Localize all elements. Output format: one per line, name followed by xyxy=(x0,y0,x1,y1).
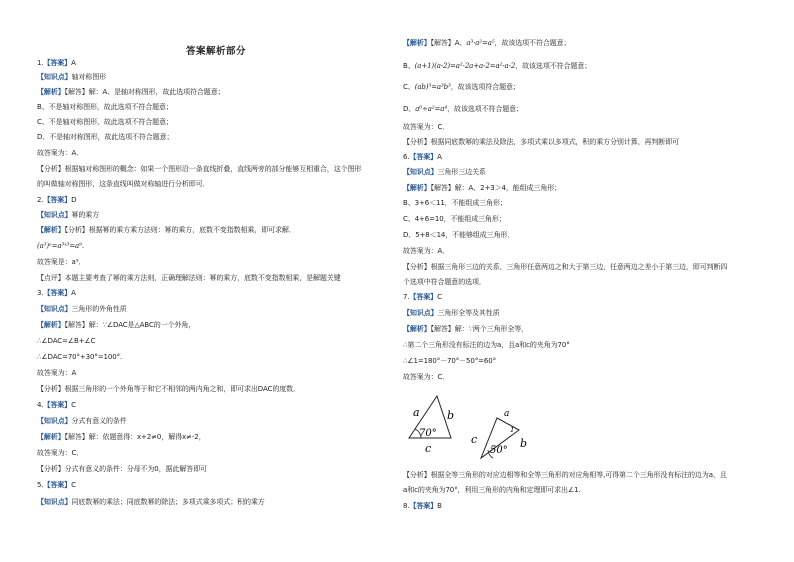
text-line xyxy=(37,226,296,235)
math-expression: (a+1)(a-2)=a²-2a+a-2=a²-a-2 xyxy=(414,62,516,70)
text-segment: 8. xyxy=(403,502,410,510)
text-segment: ，故该选项不符合题意； xyxy=(515,62,592,70)
text-line xyxy=(37,369,76,378)
page-title: 答案解析部分 xyxy=(186,46,247,57)
math-expression: (a³)ᵃ=a³ˣ³=a⁹． xyxy=(37,242,89,250)
text-line xyxy=(37,149,83,158)
section-tag: 【解析】 xyxy=(37,88,65,96)
text-line xyxy=(403,373,449,382)
text-segment: 1. xyxy=(37,59,44,67)
text-segment: 【解答】解：A、是轴对称图形，故此选项符合题意； xyxy=(64,88,225,96)
section-tag: 【答案】 xyxy=(43,481,72,489)
triangle-2 xyxy=(471,409,527,458)
section-tag: 【知识点】 xyxy=(37,211,72,219)
text-segment: ∴∠1=180°－70°－50°=60° xyxy=(403,357,496,365)
text-segment: 故答案为：C． xyxy=(403,373,450,381)
text-segment: ，故该选项不符合题意； xyxy=(447,105,523,113)
text-segment: 5. xyxy=(37,481,44,489)
text-segment: ，故该选项符合题意； xyxy=(450,83,520,91)
section-tag: 【答案】 xyxy=(43,59,72,67)
text-segment: B、不是轴对称图形，故此选项不符合题意； xyxy=(37,103,173,111)
text-segment: 故答案为：A xyxy=(37,369,77,377)
text-segment: ，故该选项不符合题意； xyxy=(494,39,571,47)
text-line xyxy=(403,153,442,162)
tri1-side-b: b xyxy=(447,409,455,422)
text-segment: 三角形的外角性质 xyxy=(71,305,127,313)
text-line xyxy=(403,341,570,350)
text-line xyxy=(37,180,210,189)
text-line xyxy=(37,401,76,410)
text-line xyxy=(403,325,528,334)
text-line xyxy=(403,199,507,208)
section-tag: 【解析】 xyxy=(37,433,65,441)
text-line xyxy=(37,305,127,314)
text-segment: a和c的夹角为70°，利用三角形的内角和定理即可求出∠1. xyxy=(403,486,581,494)
text-segment: ∴∠DAC=70°+30°=100°. xyxy=(37,353,123,361)
text-line xyxy=(403,502,442,511)
text-segment: 的叫做轴对称图形，这条直线叫做对称轴进行分析即可． xyxy=(37,180,210,188)
text-line xyxy=(403,62,591,71)
text-line xyxy=(403,231,514,240)
text-segment: 分式有意义的条件 xyxy=(71,417,127,425)
text-segment: A xyxy=(437,153,442,161)
text-line xyxy=(37,118,173,127)
tri1-angle: 70° xyxy=(419,428,437,439)
text-segment: B xyxy=(437,502,442,510)
text-line xyxy=(403,83,520,92)
text-line xyxy=(37,321,195,330)
math-expression: (ab)³=a³b³ xyxy=(414,83,451,91)
text-line xyxy=(403,39,570,48)
text-segment: 三角形三边关系 xyxy=(437,168,486,176)
text-line xyxy=(37,433,205,442)
text-line xyxy=(403,471,727,480)
text-segment: A xyxy=(71,289,76,297)
triangle-1 xyxy=(409,396,454,455)
tri2-angle-1: 1 xyxy=(510,426,515,434)
text-segment: D、不是轴对称图形，故此选项不符合题意； xyxy=(37,133,174,141)
text-segment: 【点评】本题主要考查了幂的乘方法则，正确理解法则：幂的乘方，底数不变指数相乘，是解题关键 xyxy=(37,274,341,282)
text-line xyxy=(37,211,99,220)
text-segment: 故答案为：A． xyxy=(403,247,450,255)
math-expression: a³·a²=a⁵ xyxy=(466,39,495,47)
text-segment: 【解答】A、 xyxy=(430,39,467,47)
text-segment: ∴∠DAC=∠B+∠C xyxy=(37,337,96,345)
text-line xyxy=(37,417,127,426)
text-segment: 3. xyxy=(37,289,44,297)
tri2-side-a: a xyxy=(504,409,510,419)
text-segment: 三角形全等及其性质 xyxy=(437,309,500,317)
section-tag: 【知识点】 xyxy=(403,168,438,176)
text-line xyxy=(37,73,106,82)
text-segment: 【分析】根据同底数幂的乘法及除法，多项式乘以多项式，积的乘方分别计算，再判断即可 xyxy=(403,138,679,146)
text-segment: ∴第二个三角形没有标注的边为a，且a和c的夹角为70° xyxy=(403,341,570,349)
section-tag: 【解析】 xyxy=(403,39,431,47)
text-line xyxy=(37,165,361,174)
text-line xyxy=(403,138,679,147)
section-tag: 【解析】 xyxy=(403,184,431,192)
text-segment: C、 xyxy=(403,83,415,91)
text-segment: 轴对称图形 xyxy=(71,73,106,81)
text-segment: 【分析】根据全等三角形的对应边相等和全等三角形的对应角相等,可得第二个三角形没有标注的边为a，且 xyxy=(403,471,727,479)
text-segment: 【解答】解：A、2+3＞4，能组成三角形； xyxy=(430,184,562,192)
tri1-side-a: a xyxy=(413,406,420,419)
text-segment: 【分析】根据三角形的一个外角等于和它不相邻的两内角之和，即可求出DAC的度数． xyxy=(37,385,300,393)
text-segment: 个选项中符合题意的选项． xyxy=(403,278,486,286)
text-segment: 【解答】解：∵∠DAC是△ABC的一个外角， xyxy=(64,321,196,329)
text-line xyxy=(37,59,76,68)
tri2-angle: 50° xyxy=(490,445,508,456)
text-segment: 【分析】根据三角形三边的关系，三角形任意两边之和大于第三边，任意两边之差小于第三边，即可判断四 xyxy=(403,263,728,271)
text-segment: 7. xyxy=(403,293,410,301)
text-segment: 同底数幂的乘法；同底数幂的除法；多项式乘多项式；积的乘方 xyxy=(71,498,265,506)
section-tag: 【知识点】 xyxy=(37,417,72,425)
text-segment: 【分析】根据幂的乘方乘方法则：幂的乘方，底数不变指数相乘，即可求解． xyxy=(64,226,296,234)
text-segment: 故答案是：a⁹． xyxy=(37,258,86,266)
text-segment: 6. xyxy=(403,153,410,161)
text-segment: 故答案为：C． xyxy=(403,123,450,131)
text-segment: 【解答】解：∵两个三角形全等， xyxy=(430,325,529,333)
text-segment: B、 xyxy=(403,62,415,70)
text-line xyxy=(37,196,76,205)
section-tag: 【解析】 xyxy=(37,226,65,234)
text-segment: 故答案为：A． xyxy=(37,149,84,157)
text-segment: C xyxy=(71,481,76,489)
text-line xyxy=(37,385,300,394)
text-line xyxy=(37,481,76,490)
text-line xyxy=(403,486,581,495)
text-line xyxy=(37,133,173,142)
text-line xyxy=(37,103,173,112)
text-line xyxy=(37,498,265,507)
text-segment: D xyxy=(71,196,77,204)
text-segment: C、不是轴对称图形，故此选项不符合题意； xyxy=(37,118,173,126)
text-line xyxy=(37,242,89,251)
text-line xyxy=(403,357,496,366)
math-expression: a⁶÷a²=a⁴ xyxy=(415,105,448,113)
section-tag: 【答案】 xyxy=(43,401,72,409)
text-line xyxy=(403,293,442,302)
text-segment: 2. xyxy=(37,196,44,204)
text-line xyxy=(37,274,341,283)
text-segment: C xyxy=(71,401,76,409)
section-tag: 【知识点】 xyxy=(403,309,438,317)
text-segment: 故答案为：C． xyxy=(37,449,84,457)
text-line xyxy=(403,215,506,224)
text-segment: D、5+8＜14，不能够组成三角形． xyxy=(403,231,515,239)
text-segment: 【分析】根据轴对称图形的概念：如果一个图形沿一条直线折叠，直线两旁的部分能够互相重合，这个图形 xyxy=(37,165,362,173)
section-tag: 【答案】 xyxy=(43,289,72,297)
text-line xyxy=(403,123,449,132)
section-tag: 【解析】 xyxy=(403,325,431,333)
section-tag: 【知识点】 xyxy=(37,73,72,81)
section-tag: 【解析】 xyxy=(37,321,65,329)
text-line xyxy=(37,289,76,298)
text-segment: 幂的乘方 xyxy=(71,211,100,219)
text-segment: D、 xyxy=(403,105,416,113)
text-segment: B、3+6＜11，不能组成三角形； xyxy=(403,199,507,207)
tri2-side-b: b xyxy=(520,437,528,450)
text-line xyxy=(37,353,122,362)
text-line xyxy=(37,465,207,474)
tri1-side-c: c xyxy=(425,442,432,455)
text-line xyxy=(403,105,523,114)
tri2-side-c: c xyxy=(471,433,478,446)
triangles-figure xyxy=(405,392,535,464)
text-line xyxy=(403,278,486,287)
text-segment: C xyxy=(437,293,442,301)
section-tag: 【答案】 xyxy=(43,196,72,204)
text-segment: C、4+6=10，不能组成三角形； xyxy=(403,215,506,223)
section-tag: 【知识点】 xyxy=(37,305,72,313)
text-segment: 【分析】分式有意义的条件：分母不为0，据此解答即可 xyxy=(37,465,207,473)
text-line xyxy=(403,184,561,193)
text-segment: 4. xyxy=(37,401,44,409)
section-tag: 【答案】 xyxy=(409,502,438,510)
text-line xyxy=(403,309,500,318)
text-segment: 【解答】解：依题意得：x+2≠0，解得x≠-2， xyxy=(64,433,206,441)
section-tag: 【答案】 xyxy=(409,153,438,161)
section-tag: 【知识点】 xyxy=(37,498,72,506)
text-line xyxy=(403,168,486,177)
text-line xyxy=(37,337,95,346)
text-line xyxy=(37,449,83,458)
text-line xyxy=(37,258,85,267)
text-line xyxy=(403,247,449,256)
text-line xyxy=(37,88,225,97)
section-tag: 【答案】 xyxy=(409,293,438,301)
text-segment: A xyxy=(71,59,76,67)
text-line xyxy=(403,263,727,272)
